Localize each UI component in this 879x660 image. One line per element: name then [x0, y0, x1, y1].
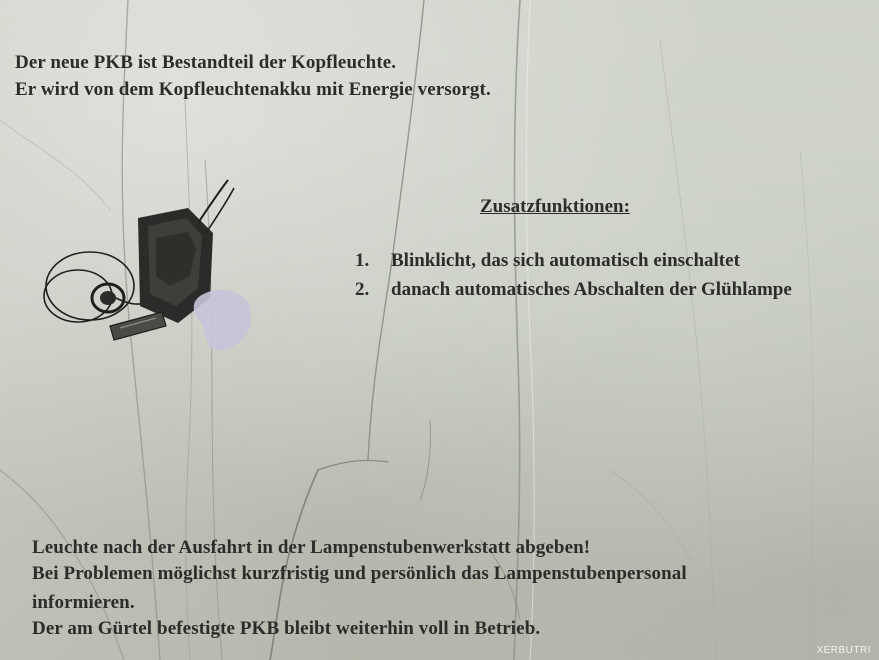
instruction-line-3: informieren.: [32, 592, 135, 613]
intro-line-1: Der neue PKB ist Bestandteil der Kopfleuchte.: [15, 52, 397, 73]
features-heading: Zusatzfunktionen:: [480, 196, 630, 217]
belt-clip: [110, 312, 166, 340]
list-item: [355, 279, 879, 308]
purple-stain: [194, 290, 251, 351]
intro-line-2: Er wird von dem Kopfleuchtenakku mit Energie versorgt.: [15, 79, 491, 100]
crease-line: [514, 0, 520, 660]
crease-line: [318, 460, 388, 470]
list-item-text: Blinklicht, das sich automatisch einschaltet: [391, 250, 740, 271]
features-list: [355, 250, 879, 308]
instruction-line-4: Der am Gürtel befestigte PKB bleibt weiterhin voll in Betrieb.: [32, 618, 541, 639]
instruction-line-2: Bei Problemen möglichst kurzfristig und persönlich das Lampenstubenpersonal: [32, 563, 687, 584]
list-item-number: 1.: [355, 250, 370, 271]
list-item: [355, 250, 879, 279]
crease-line: [610, 470, 690, 560]
list-item-number: 2.: [355, 279, 370, 300]
crease-line: [420, 420, 431, 500]
crease-line: [800, 150, 814, 660]
crease-line: [526, 0, 534, 660]
photo-watermark: XERBUTRI: [816, 645, 871, 656]
instruction-line-1: Leuchte nach der Ausfahrt in der Lampenstubenwerkstatt abgeben!: [32, 537, 591, 558]
list-item-text: danach automatisches Abschalten der Glühlampe: [391, 279, 792, 300]
headlamp-battery-illustration: [38, 178, 260, 360]
